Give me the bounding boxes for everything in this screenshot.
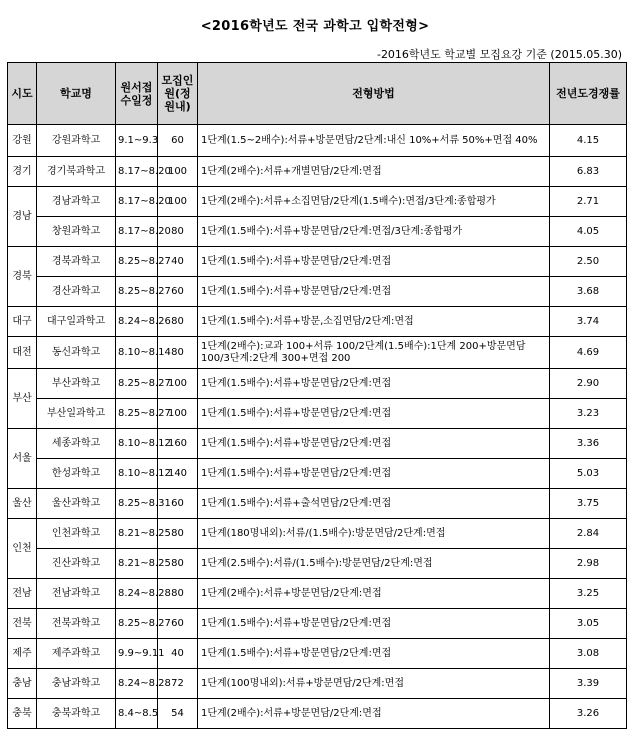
school-cell: 강원과학고 bbox=[37, 125, 116, 157]
table-row bbox=[8, 669, 627, 699]
table-row bbox=[8, 429, 627, 459]
method-cell: 1단계(100명내외):서류+방문면담/2단계:면접 bbox=[198, 669, 550, 699]
table-row bbox=[8, 549, 627, 579]
region-cell: 부산 bbox=[8, 369, 37, 429]
header-schedule: 원서접수일정 bbox=[116, 63, 158, 125]
quota-cell: 100 bbox=[158, 369, 198, 399]
rate-cell: 3.36 bbox=[550, 429, 627, 459]
rate-cell: 6.83 bbox=[550, 157, 627, 187]
school-cell: 경북과학고 bbox=[37, 247, 116, 277]
rate-cell: 2.90 bbox=[550, 369, 627, 399]
quota-cell: 80 bbox=[158, 519, 198, 549]
header-rate: 전년도경쟁률 bbox=[550, 63, 627, 125]
schedule-cell: 8.24~8.26 bbox=[116, 307, 158, 337]
region-cell: 서울 bbox=[8, 429, 37, 489]
quota-cell: 40 bbox=[158, 639, 198, 669]
school-cell: 경남과학고 bbox=[37, 187, 116, 217]
rate-cell: 4.69 bbox=[550, 337, 627, 369]
quota-cell: 60 bbox=[158, 125, 198, 157]
quota-cell: 100 bbox=[158, 399, 198, 429]
quota-cell: 160 bbox=[158, 429, 198, 459]
method-cell: 1단계(2배수):서류+방문면담/2단계:면접 bbox=[198, 699, 550, 729]
header-school: 학교명 bbox=[37, 63, 116, 125]
school-cell: 경기북과학고 bbox=[37, 157, 116, 187]
schedule-cell: 8.17~8.20 bbox=[116, 157, 158, 187]
quota-cell: 60 bbox=[158, 609, 198, 639]
schedule-cell: 8.25~8.27 bbox=[116, 247, 158, 277]
quota-cell: 60 bbox=[158, 489, 198, 519]
method-cell: 1단계(1.5배수):서류+방문면담/2단계:면접 bbox=[198, 399, 550, 429]
quota-cell: 100 bbox=[158, 187, 198, 217]
region-cell: 충남 bbox=[8, 669, 37, 699]
rate-cell: 3.68 bbox=[550, 277, 627, 307]
schedule-cell: 9.9~9.11 bbox=[116, 639, 158, 669]
region-cell: 대전 bbox=[8, 337, 37, 369]
table-row bbox=[8, 187, 627, 217]
rate-cell: 3.75 bbox=[550, 489, 627, 519]
school-cell: 울산과학고 bbox=[37, 489, 116, 519]
region-cell: 경남 bbox=[8, 187, 37, 247]
school-cell: 한성과학고 bbox=[37, 459, 116, 489]
region-cell: 충북 bbox=[8, 699, 37, 729]
rate-cell: 4.15 bbox=[550, 125, 627, 157]
region-cell: 경북 bbox=[8, 247, 37, 307]
table-row bbox=[8, 125, 627, 157]
school-cell: 전남과학고 bbox=[37, 579, 116, 609]
region-cell: 울산 bbox=[8, 489, 37, 519]
method-cell: 1단계(1.5배수):서류+방문면담/2단계:면접 bbox=[198, 609, 550, 639]
table-row bbox=[8, 217, 627, 247]
method-cell: 1단계(1.5배수):서류+방문면담/2단계:면접 bbox=[198, 277, 550, 307]
school-cell: 대구일과학고 bbox=[37, 307, 116, 337]
table-body bbox=[8, 125, 627, 729]
rate-cell: 3.08 bbox=[550, 639, 627, 669]
rate-cell: 2.50 bbox=[550, 247, 627, 277]
quota-cell: 100 bbox=[158, 157, 198, 187]
document-title: <2016학년도 전국 과학고 입학전형> bbox=[200, 19, 430, 34]
quota-cell: 80 bbox=[158, 307, 198, 337]
schedule-cell: 8.25~8.27 bbox=[116, 369, 158, 399]
rate-cell: 2.98 bbox=[550, 549, 627, 579]
school-cell: 세종과학고 bbox=[37, 429, 116, 459]
quota-cell: 54 bbox=[158, 699, 198, 729]
rate-cell: 4.05 bbox=[550, 217, 627, 247]
header-quota: 모집인원(정원내) bbox=[158, 63, 198, 125]
method-cell: 1단계(2배수):서류+소집면담/2단계(1.5배수):면접/3단계:종합평가 bbox=[198, 187, 550, 217]
schedule-cell: 8.25~8.31 bbox=[116, 489, 158, 519]
table-header-row bbox=[8, 63, 627, 125]
method-cell: 1단계(1.5배수):서류+방문면담/2단계:면접/3단계:종합평가 bbox=[198, 217, 550, 247]
schedule-cell: 8.21~8.25 bbox=[116, 549, 158, 579]
table-row bbox=[8, 699, 627, 729]
rate-cell: 3.23 bbox=[550, 399, 627, 429]
school-cell: 제주과학고 bbox=[37, 639, 116, 669]
header-method: 전형방법 bbox=[198, 63, 550, 125]
schedule-cell: 8.25~8.27 bbox=[116, 609, 158, 639]
schedule-cell: 8.10~8.12 bbox=[116, 429, 158, 459]
region-cell: 경기 bbox=[8, 157, 37, 187]
table-row bbox=[8, 579, 627, 609]
rate-cell: 2.84 bbox=[550, 519, 627, 549]
rate-cell: 3.05 bbox=[550, 609, 627, 639]
method-cell: 1단계(1.5배수):서류+방문면담/2단계:면접 bbox=[198, 429, 550, 459]
school-cell: 충남과학고 bbox=[37, 669, 116, 699]
method-cell: 1단계(2배수):교과 100+서류 100/2단계(1.5배수):1단계 200+방문면담 100/3단계:2단계 300+면접 200 bbox=[198, 337, 550, 369]
method-cell: 1단계(1.5배수):서류+방문면담/2단계:면접 bbox=[198, 247, 550, 277]
schedule-cell: 8.24~8.28 bbox=[116, 669, 158, 699]
header-region: 시도 bbox=[8, 63, 37, 125]
method-cell: 1단계(1.5배수):서류+출석면담/2단계:면접 bbox=[198, 489, 550, 519]
school-cell: 동신과학고 bbox=[37, 337, 116, 369]
schedule-cell: 8.24~8.28 bbox=[116, 579, 158, 609]
table-row bbox=[8, 337, 627, 369]
schedule-cell: 8.10~8.12 bbox=[116, 459, 158, 489]
method-cell: 1단계(1.5~2배수):서류+방문면담/2단계:내신 10%+서류 50%+면접 40% bbox=[198, 125, 550, 157]
quota-cell: 80 bbox=[158, 337, 198, 369]
method-cell: 1단계(2.5배수):서류/(1.5배수):방문면담/2단계:면접 bbox=[198, 549, 550, 579]
school-cell: 경산과학고 bbox=[37, 277, 116, 307]
quota-cell: 140 bbox=[158, 459, 198, 489]
rate-cell: 3.74 bbox=[550, 307, 627, 337]
method-cell: 1단계(2배수):서류+개별면담/2단계:면접 bbox=[198, 157, 550, 187]
table-row bbox=[8, 307, 627, 337]
school-cell: 인천과학고 bbox=[37, 519, 116, 549]
schedule-cell: 9.1~9.3 bbox=[116, 125, 158, 157]
quota-cell: 80 bbox=[158, 579, 198, 609]
method-cell: 1단계(2배수):서류+방문면담/2단계:면접 bbox=[198, 579, 550, 609]
quota-cell: 40 bbox=[158, 247, 198, 277]
table-row bbox=[8, 639, 627, 669]
region-cell: 제주 bbox=[8, 639, 37, 669]
admission-table bbox=[7, 62, 627, 729]
school-cell: 충북과학고 bbox=[37, 699, 116, 729]
schedule-cell: 8.10~8.14 bbox=[116, 337, 158, 369]
table-row bbox=[8, 399, 627, 429]
table-row bbox=[8, 489, 627, 519]
schedule-cell: 8.17~8.20 bbox=[116, 217, 158, 247]
rate-cell: 2.71 bbox=[550, 187, 627, 217]
table-row bbox=[8, 519, 627, 549]
table-row bbox=[8, 459, 627, 489]
method-cell: 1단계(1.5배수):서류+방문면담/2단계:면접 bbox=[198, 459, 550, 489]
method-cell: 1단계(180명내외):서류/(1.5배수):방문면담/2단계:면접 bbox=[198, 519, 550, 549]
table-row bbox=[8, 157, 627, 187]
school-cell: 부산일과학고 bbox=[37, 399, 116, 429]
region-cell: 전북 bbox=[8, 609, 37, 639]
school-cell: 부산과학고 bbox=[37, 369, 116, 399]
quota-cell: 72 bbox=[158, 669, 198, 699]
quota-cell: 80 bbox=[158, 549, 198, 579]
rate-cell: 3.39 bbox=[550, 669, 627, 699]
region-cell: 전남 bbox=[8, 579, 37, 609]
table-row bbox=[8, 609, 627, 639]
school-cell: 전북과학고 bbox=[37, 609, 116, 639]
method-cell: 1단계(1.5배수):서류+방문면담/2단계:면접 bbox=[198, 639, 550, 669]
schedule-cell: 8.17~8.20 bbox=[116, 187, 158, 217]
schedule-cell: 8.25~8.27 bbox=[116, 277, 158, 307]
schedule-cell: 8.4~8.5 bbox=[116, 699, 158, 729]
rate-cell: 5.03 bbox=[550, 459, 627, 489]
method-cell: 1단계(1.5배수):서류+방문,소집면담/2단계:면접 bbox=[198, 307, 550, 337]
source-note: -2016학년도 학교별 모집요강 기준 (2015.05.30) bbox=[376, 48, 622, 61]
method-cell: 1단계(1.5배수):서류+방문면담/2단계:면접 bbox=[198, 369, 550, 399]
schedule-cell: 8.25~8.27 bbox=[116, 399, 158, 429]
school-cell: 진산과학고 bbox=[37, 549, 116, 579]
region-cell: 대구 bbox=[8, 307, 37, 337]
quota-cell: 80 bbox=[158, 217, 198, 247]
table-row bbox=[8, 369, 627, 399]
rate-cell: 3.25 bbox=[550, 579, 627, 609]
table-row bbox=[8, 277, 627, 307]
quota-cell: 60 bbox=[158, 277, 198, 307]
table-row bbox=[8, 247, 627, 277]
region-cell: 인천 bbox=[8, 519, 37, 579]
rate-cell: 3.26 bbox=[550, 699, 627, 729]
schedule-cell: 8.21~8.25 bbox=[116, 519, 158, 549]
region-cell: 강원 bbox=[8, 125, 37, 157]
school-cell: 창원과학고 bbox=[37, 217, 116, 247]
